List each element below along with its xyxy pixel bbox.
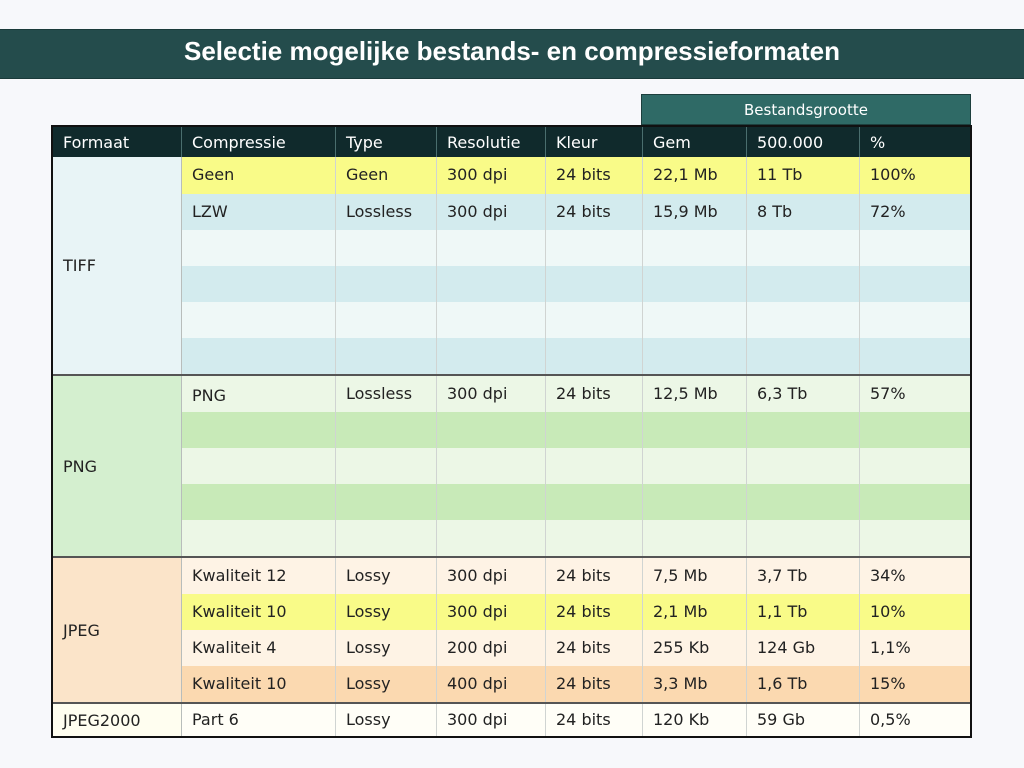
formats-table — [51, 125, 972, 738]
empty-row — [182, 412, 970, 448]
resolution-cell: 400 dpi — [437, 666, 546, 702]
compression-cell: Geen — [182, 157, 336, 194]
format-cell-jpeg2000: JPEG2000 — [53, 704, 182, 736]
table-header-row — [53, 127, 970, 157]
format-cell-jpeg: JPEG — [53, 558, 182, 702]
percent-cell: 100% — [870, 165, 916, 184]
compression-cell: Kwaliteit 12 — [182, 558, 336, 594]
type-cell: Lossless — [336, 376, 437, 412]
group-header-bestandsgrootte: Bestandsgrootte — [641, 94, 971, 125]
column-header-kleur: Kleur — [546, 127, 643, 157]
percent-cell: 10% — [870, 602, 906, 621]
total-size-cell: 3,7 Tb — [747, 558, 860, 594]
type-cell: Lossy — [336, 704, 437, 736]
compression-cell: Kwaliteit 4 — [182, 630, 336, 666]
color-depth-cell: 24 bits — [546, 157, 643, 194]
type-cell: Lossless — [336, 194, 437, 230]
avg-size-cell: 255 Kb — [643, 630, 747, 666]
column-header-formaat: Formaat — [53, 127, 182, 157]
total-size-cell: 8 Tb — [747, 194, 860, 230]
table-row — [182, 630, 970, 666]
avg-size-cell: 7,5 Mb — [643, 558, 747, 594]
avg-size-cell: 120 Kb — [643, 704, 747, 736]
empty-row — [182, 230, 970, 266]
total-size-cell: 6,3 Tb — [747, 376, 860, 412]
avg-size-cell: 15,9 Mb — [643, 194, 747, 230]
color-depth-cell: 24 bits — [546, 594, 643, 630]
table-row — [182, 157, 970, 194]
table-row — [182, 558, 970, 594]
color-depth-cell: 24 bits — [546, 558, 643, 594]
resolution-cell: 300 dpi — [437, 594, 546, 630]
total-size-cell: 59 Gb — [747, 704, 860, 736]
color-depth-cell: 24 bits — [546, 704, 643, 736]
compression-cell: PNG — [182, 376, 336, 412]
column-header-resolutie: Resolutie — [437, 127, 546, 157]
column-header-type: Type — [336, 127, 437, 157]
column-header-gem: Gem — [643, 127, 747, 157]
compression-cell: Kwaliteit 10 — [182, 594, 336, 630]
empty-row — [182, 302, 970, 338]
total-size-cell: 1,6 Tb — [747, 666, 860, 702]
color-depth-cell: 24 bits — [546, 194, 643, 230]
format-cell-png: PNG — [53, 376, 182, 556]
percent-cell: 57% — [870, 384, 906, 403]
resolution-cell: 300 dpi — [437, 704, 546, 736]
resolution-cell: 200 dpi — [437, 630, 546, 666]
type-cell: Lossy — [336, 594, 437, 630]
type-cell: Lossy — [336, 630, 437, 666]
table-row — [182, 376, 970, 412]
resolution-cell: 300 dpi — [437, 157, 546, 194]
table-row — [182, 704, 970, 736]
percent-cell: 34% — [870, 566, 906, 585]
percent-cell: 1,1% — [870, 638, 911, 657]
type-cell: Lossy — [336, 558, 437, 594]
resolution-cell: 300 dpi — [437, 376, 546, 412]
table-row — [182, 594, 970, 630]
empty-row — [182, 448, 970, 484]
slide-title: Selectie mogelijke bestands- en compressieformaten — [183, 36, 841, 66]
avg-size-cell: 22,1 Mb — [643, 157, 747, 194]
column-header-500000: 500.000 — [747, 127, 860, 157]
percent-cell: 0,5% — [870, 710, 911, 729]
percent-cell: 72% — [870, 202, 906, 221]
compression-cell: LZW — [182, 194, 336, 230]
total-size-cell: 11 Tb — [747, 157, 860, 194]
title-bar — [0, 29, 1024, 79]
avg-size-cell: 3,3 Mb — [643, 666, 747, 702]
empty-row — [182, 484, 970, 520]
empty-row — [182, 338, 970, 374]
percent-cell: 15% — [870, 674, 906, 693]
compression-cell: Part 6 — [182, 704, 336, 736]
empty-row — [182, 520, 970, 556]
type-cell: Lossy — [336, 666, 437, 702]
resolution-cell: 300 dpi — [437, 558, 546, 594]
total-size-cell: 1,1 Tb — [747, 594, 860, 630]
color-depth-cell: 24 bits — [546, 376, 643, 412]
color-depth-cell: 24 bits — [546, 630, 643, 666]
table-row — [182, 194, 970, 230]
type-cell: Geen — [336, 157, 437, 194]
column-header-percent: % — [870, 133, 886, 152]
empty-row — [182, 266, 970, 302]
table-row — [182, 666, 970, 702]
compression-cell: Kwaliteit 10 — [182, 666, 336, 702]
resolution-cell: 300 dpi — [437, 194, 546, 230]
avg-size-cell: 2,1 Mb — [643, 594, 747, 630]
avg-size-cell: 12,5 Mb — [643, 376, 747, 412]
format-cell-tiff: TIFF — [53, 157, 182, 374]
column-header-compressie: Compressie — [182, 127, 336, 157]
total-size-cell: 124 Gb — [747, 630, 860, 666]
color-depth-cell: 24 bits — [546, 666, 643, 702]
